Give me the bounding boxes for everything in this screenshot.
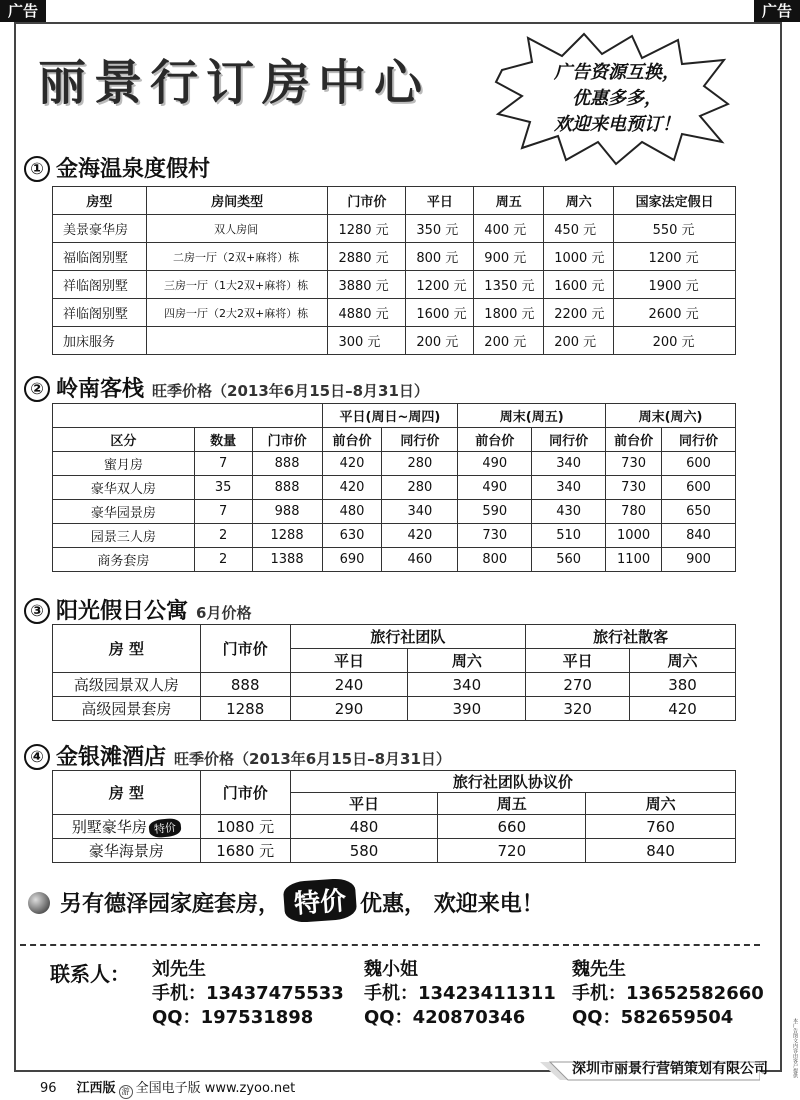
table-cell: 280 [382, 452, 458, 476]
bullet-ball-icon [28, 892, 50, 914]
room-name: 别墅豪华房 [71, 818, 147, 836]
table-cell: 1288 [252, 524, 322, 548]
table-cell: 420 [382, 524, 458, 548]
table-row [53, 815, 736, 839]
table-header: 房 型 [53, 625, 201, 673]
table-header: 门市价 [200, 625, 290, 673]
edition-label: 江西版 [76, 1081, 116, 1096]
table-header-row [53, 428, 736, 452]
table-cell: 290 [290, 697, 408, 721]
table-cell: 300 元 [328, 327, 406, 355]
table-cell: 200 元 [474, 327, 544, 355]
table-header: 区分 [53, 428, 195, 452]
table-cell: 7 [194, 500, 252, 524]
table-cell: 加床服务 [53, 327, 147, 355]
section3-number: ③ [24, 598, 50, 624]
table-cell: 340 [532, 452, 606, 476]
table-header: 房型 [53, 187, 147, 215]
table-cell: 2880 元 [328, 243, 406, 271]
table-cell: 800 元 [406, 243, 474, 271]
table-row [53, 524, 736, 548]
table-cell: 340 [532, 476, 606, 500]
table-cell: 7 [194, 452, 252, 476]
table-group-header-row [53, 625, 736, 649]
table-cell: 730 [606, 452, 662, 476]
contact-qq[interactable]: QQ：197531898 [152, 1007, 314, 1028]
table-cell [53, 839, 201, 863]
table-cell: 900 [662, 548, 736, 572]
table-cell: 1800 元 [474, 299, 544, 327]
table-cell: 350 元 [406, 215, 474, 243]
table-header: 前台价 [322, 428, 382, 452]
table-cell: 35 [194, 476, 252, 500]
table-header: 同行价 [382, 428, 458, 452]
table-cell: 730 [458, 524, 532, 548]
promo-banner [28, 880, 544, 921]
table-row [53, 452, 736, 476]
contact-phone[interactable]: 手机：13423411311 [364, 983, 556, 1004]
page-footer [40, 1077, 295, 1099]
table-cell: 园景三人房 [53, 524, 195, 548]
burst-line-3: 欢迎来电预订！ [554, 114, 680, 135]
company-name: 深圳市丽景行营销策划有限公司 [572, 1061, 768, 1077]
section1-name: 金海温泉度假村 [56, 157, 211, 182]
table-cell: 四房一厅（2大2双+麻将）栋 [146, 299, 328, 327]
table-cell: 760 [586, 815, 736, 839]
table-header: 周六 [408, 649, 526, 673]
table-cell: 豪华双人房 [53, 476, 195, 500]
table-cell: 888 [252, 452, 322, 476]
table-header: 前台价 [606, 428, 662, 452]
table-header: 周六 [544, 187, 614, 215]
table-cell: 1080 元 [200, 815, 290, 839]
table-cell: 560 [532, 548, 606, 572]
table-row [53, 215, 736, 243]
table-cell [146, 327, 328, 355]
section3-table-body [53, 673, 736, 721]
table-cell: 430 [532, 500, 606, 524]
table-cell: 580 [290, 839, 438, 863]
burst-line-2: 优惠多多， [572, 88, 662, 109]
table-cell: 1600 元 [406, 299, 474, 327]
table-cell: 蜜月房 [53, 452, 195, 476]
table-row [53, 839, 736, 863]
table-cell: 988 [252, 500, 322, 524]
table-header: 周五 [438, 793, 586, 815]
table-cell: 3880 元 [328, 271, 406, 299]
section2-name: 岭南客栈 [56, 377, 145, 402]
table-row [53, 271, 736, 299]
table-cell: 1280 元 [328, 215, 406, 243]
contacts-label: 联系人： [50, 962, 130, 986]
table-cell: 480 [290, 815, 438, 839]
contact-name: 刘先生 [152, 959, 206, 980]
section1-number: ① [24, 156, 50, 182]
table-cell: 双人房间 [146, 215, 328, 243]
section1-price-table [52, 186, 736, 355]
table-cell: 2200 元 [544, 299, 614, 327]
table-cell: 200 元 [544, 327, 614, 355]
section3-price-table [52, 624, 736, 721]
section3-name: 阳光假日公寓 [56, 599, 189, 624]
page-title: 丽景行订房中心 [38, 55, 431, 111]
section4-number: ④ [24, 744, 50, 770]
table-cell: 460 [382, 548, 458, 572]
table-cell: 340 [408, 673, 526, 697]
contact-phone[interactable]: 手机：13652582660 [572, 983, 764, 1004]
table-cell: 2600 元 [614, 299, 736, 327]
table-cell: 1680 元 [200, 839, 290, 863]
table-group-header-row [53, 771, 736, 793]
table-header: 周六 [630, 649, 736, 673]
table-cell: 320 [526, 697, 630, 721]
table-cell: 1200 元 [614, 243, 736, 271]
table-cell: 590 [458, 500, 532, 524]
table-group-header-row [53, 404, 736, 428]
table-header: 前台价 [458, 428, 532, 452]
table-cell: 490 [458, 476, 532, 500]
page-number: 96 [40, 1081, 57, 1096]
publication-logo-icon: 游 [119, 1085, 133, 1099]
table-cell: 1350 元 [474, 271, 544, 299]
table-cell: 840 [662, 524, 736, 548]
table-cell: 240 [290, 673, 408, 697]
table-cell: 650 [662, 500, 736, 524]
table-cell: 780 [606, 500, 662, 524]
table-cell: 490 [458, 452, 532, 476]
promo-text-after: 优惠， 欢迎来电！ [360, 892, 544, 917]
table-cell: 美景豪华房 [53, 215, 147, 243]
table-cell: 1900 元 [614, 271, 736, 299]
ad-label-right: 广告 [754, 0, 800, 22]
table-cell: 2 [194, 548, 252, 572]
table-cell: 888 [200, 673, 290, 697]
contact-name: 魏先生 [572, 959, 626, 980]
table-row [53, 697, 736, 721]
table-header: 门市价 [328, 187, 406, 215]
table-header: 国家法定假日 [614, 187, 736, 215]
table-header: 同行价 [532, 428, 606, 452]
section4-title [24, 740, 451, 771]
group-header: 周末(周六) [606, 404, 736, 428]
table-cell: 480 [322, 500, 382, 524]
special-price-badge: 特价 [283, 878, 358, 924]
table-cell: 高级园景套房 [53, 697, 201, 721]
table-header: 平日 [406, 187, 474, 215]
table-cell: 1100 [606, 548, 662, 572]
table-row [53, 673, 736, 697]
table-cell: 1288 [200, 697, 290, 721]
table-cell: 1000 [606, 524, 662, 548]
table-cell: 600 [662, 476, 736, 500]
section4-name: 金银滩酒店 [56, 745, 167, 770]
table-cell: 600 [662, 452, 736, 476]
ad-label-left: 广告 [0, 0, 46, 22]
burst-line-1: 广告资源互换， [554, 62, 680, 83]
table-cell: 660 [438, 815, 586, 839]
table-cell: 888 [252, 476, 322, 500]
table-cell: 420 [630, 697, 736, 721]
table-header: 周六 [586, 793, 736, 815]
promo-text-before: 另有德泽园家庭套房， [60, 892, 281, 917]
section4-price-table [52, 770, 736, 863]
table-cell: 三房一厅（1大2双+麻将）栋 [146, 271, 328, 299]
dashed-divider [20, 944, 760, 946]
section4-table-body [53, 815, 736, 863]
table-row [53, 327, 736, 355]
table-header: 周五 [474, 187, 544, 215]
promo-starburst [492, 30, 732, 166]
table-cell: 商务套房 [53, 548, 195, 572]
table-cell: 270 [526, 673, 630, 697]
contact-qq[interactable]: QQ：582659504 [572, 1007, 734, 1028]
table-row [53, 243, 736, 271]
table-cell [53, 815, 201, 839]
section2-price-table [52, 403, 736, 572]
table-header: 房间类型 [146, 187, 328, 215]
contact-qq[interactable]: QQ：420870346 [364, 1007, 526, 1028]
table-cell: 690 [322, 548, 382, 572]
table-header: 门市价 [200, 771, 290, 815]
special-price-badge: 特价 [148, 817, 182, 838]
table-cell: 630 [322, 524, 382, 548]
table-cell: 祥临阁别墅 [53, 299, 147, 327]
group-header: 旅行社团队协议价 [290, 771, 735, 793]
contact-card [572, 958, 764, 1030]
section1-title [24, 152, 210, 183]
table-header: 同行价 [662, 428, 736, 452]
table-cell: 1000 元 [544, 243, 614, 271]
section2-table-body [53, 452, 736, 572]
section2-subtitle: 旺季价格（2013年6月15日–8月31日） [152, 382, 429, 400]
section2-number: ② [24, 376, 50, 402]
table-header: 平日 [290, 649, 408, 673]
contact-card [152, 958, 344, 1030]
table-cell: 420 [322, 476, 382, 500]
table-row [53, 500, 736, 524]
group-header: 平日(周日~周四) [322, 404, 458, 428]
table-row [53, 548, 736, 572]
table-cell: 4880 元 [328, 299, 406, 327]
website-link[interactable]: 全国电子版 www.zyoo.net [135, 1081, 296, 1096]
table-row [53, 476, 736, 500]
side-disclaimer: 本广告图文内容由客户提供 [792, 1018, 798, 1078]
table-cell: 高级园景双人房 [53, 673, 201, 697]
table-cell: 800 [458, 548, 532, 572]
section2-title [24, 372, 429, 403]
section3-title [24, 594, 251, 625]
table-cell: 420 [322, 452, 382, 476]
table-cell: 340 [382, 500, 458, 524]
table-header-row [53, 187, 736, 215]
table-cell: 720 [438, 839, 586, 863]
contact-card [364, 958, 556, 1030]
table-row [53, 299, 736, 327]
table-cell: 390 [408, 697, 526, 721]
table-cell: 2 [194, 524, 252, 548]
table-cell: 200 元 [406, 327, 474, 355]
table-cell: 福临阁别墅 [53, 243, 147, 271]
table-cell: 400 元 [474, 215, 544, 243]
table-cell: 280 [382, 476, 458, 500]
table-cell: 200 元 [614, 327, 736, 355]
table-cell: 二房一厅（2双+麻将）栋 [146, 243, 328, 271]
section3-subtitle: 6月价格 [196, 604, 252, 622]
table-header: 平日 [290, 793, 438, 815]
table-cell: 900 元 [474, 243, 544, 271]
table-cell: 510 [532, 524, 606, 548]
table-header: 数量 [194, 428, 252, 452]
table-cell: 1388 [252, 548, 322, 572]
table-header: 平日 [526, 649, 630, 673]
table-cell: 豪华园景房 [53, 500, 195, 524]
group-header: 旅行社团队 [290, 625, 526, 649]
table-cell: 1200 元 [406, 271, 474, 299]
section1-table-body [53, 215, 736, 355]
group-header: 周末(周五) [458, 404, 606, 428]
table-cell: 450 元 [544, 215, 614, 243]
table-cell: 祥临阁别墅 [53, 271, 147, 299]
contact-name: 魏小姐 [364, 959, 418, 980]
table-cell: 380 [630, 673, 736, 697]
table-header: 门市价 [252, 428, 322, 452]
table-cell: 730 [606, 476, 662, 500]
table-header: 房 型 [53, 771, 201, 815]
contact-phone[interactable]: 手机：13437475533 [152, 983, 344, 1004]
table-cell: 1600 元 [544, 271, 614, 299]
section4-subtitle: 旺季价格（2013年6月15日–8月31日） [174, 750, 451, 768]
table-cell: 550 元 [614, 215, 736, 243]
room-name: 豪华海景房 [88, 842, 164, 860]
table-cell: 840 [586, 839, 736, 863]
group-header: 旅行社散客 [526, 625, 736, 649]
